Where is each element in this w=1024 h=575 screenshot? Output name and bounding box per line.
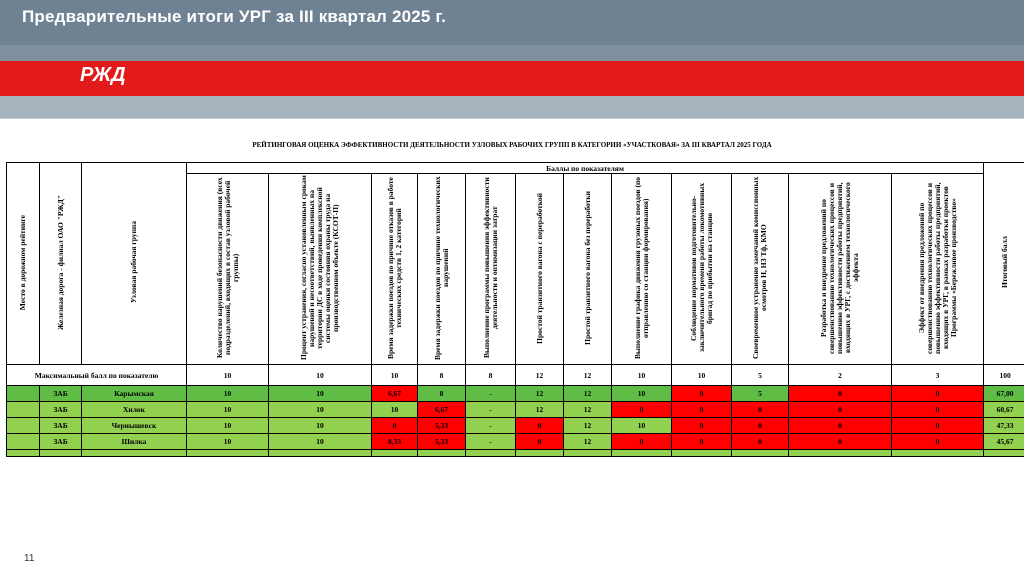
score-cell: 0 — [732, 434, 789, 450]
indicator-header-2: Процент устранения, согласно установленным срокам нарушений и несоответствий, выявленных на территории ДС в ходе проведения комплексной системы оценки состояния охраны труда на производственном объекте (КСОТ-П) — [269, 174, 372, 365]
score-cell: 0 — [672, 402, 732, 418]
indicator-header-3: Время задержки поездов по причине отказов в работе технических средств 1, 2 категорий — [372, 174, 418, 365]
score-cell: 0 — [732, 418, 789, 434]
score-cell: - — [466, 418, 516, 434]
railway-cell: ЗАБ — [40, 386, 82, 402]
page-title: Предварительные итоги УРГ за III квартал 2025 г. — [22, 7, 446, 27]
score-cell: 0 — [892, 418, 984, 434]
place-cell — [7, 434, 40, 450]
max-score-cell: 8 — [418, 365, 466, 386]
max-score-label: Максимальный балл по показателю — [7, 365, 187, 386]
score-cell: 0 — [516, 418, 564, 434]
railway-cell: ЗАБ — [40, 402, 82, 418]
score-cell: 10 — [269, 418, 372, 434]
score-cell: 0 — [672, 418, 732, 434]
group-cell: Карымская — [82, 386, 187, 402]
score-cell: 10 — [187, 402, 269, 418]
max-score-cell: 10 — [187, 365, 269, 386]
table-row — [7, 386, 1024, 402]
score-cell: 12 — [516, 386, 564, 402]
score-cell: 0 — [789, 386, 892, 402]
max-score-cell: 10 — [372, 365, 418, 386]
score-cell: 0 — [732, 402, 789, 418]
table-title: РЕЙТИНГОВАЯ ОЦЕНКА ЭФФЕКТИВНОСТИ ДЕЯТЕЛЬНОСТИ УЗЛОВЫХ РАБОЧИХ ГРУПП В КАТЕГОРИИ «УЧАСТКОВАЯ» ЗА III КВАРТАЛ 2025 ГОДА — [0, 141, 1024, 149]
score-cell: 0 — [789, 402, 892, 418]
rating-table — [6, 162, 1024, 457]
header-wave-decoration — [0, 45, 1024, 97]
place-cell — [7, 386, 40, 402]
score-cell: 10 — [612, 386, 672, 402]
railway-cell: ЗАБ — [40, 434, 82, 450]
max-score-cell: 12 — [564, 365, 612, 386]
score-cell: 10 — [269, 386, 372, 402]
indicator-header-12: Эффект от внедрения предложений по совершенствованию технологических процессов и повышению эффективности работы предприятий, входящих в УРГ, в рамках разработки проектов Программы «Бережливое производство» — [892, 174, 984, 365]
score-cell: 10 — [269, 402, 372, 418]
header-group: Узловая рабочая группа — [82, 163, 187, 365]
score-cell: - — [466, 402, 516, 418]
score-cell: 5,33 — [418, 418, 466, 434]
header-bar — [0, 0, 1024, 45]
score-cell: 12 — [564, 402, 612, 418]
indicator-header-5: Выполнение программы повышения эффективности деятельности и оптимизации затрат — [466, 174, 516, 365]
indicator-header-9: Соблюдение нормативов подготовительно-заключительного времени работы локомотивных бригад по прибытии на станцию — [672, 174, 732, 365]
score-cell: 5 — [732, 386, 789, 402]
score-cell: 0 — [892, 386, 984, 402]
max-score-cell: 10 — [672, 365, 732, 386]
max-total-cell: 100 — [984, 365, 1024, 386]
score-cell: 12 — [564, 434, 612, 450]
score-cell: - — [466, 434, 516, 450]
group-cell: Хилок — [82, 402, 187, 418]
score-cell: 12 — [564, 386, 612, 402]
score-cell: 10 — [187, 418, 269, 434]
max-score-cell: 3 — [892, 365, 984, 386]
total-cell: 67,00 — [984, 386, 1024, 402]
table-row — [7, 418, 1024, 434]
score-cell: 8 — [418, 386, 466, 402]
header-indicators-group: Баллы по показателям — [187, 163, 984, 174]
indicator-header-10: Своевременное устранение замечаний комиссионных осмотров Н, НЗ Тф, КМО — [732, 174, 789, 365]
table-row — [7, 402, 1024, 418]
score-cell: 0 — [516, 434, 564, 450]
score-cell: 6,67 — [372, 386, 418, 402]
score-cell: 10 — [187, 386, 269, 402]
score-cell: 8,33 — [372, 434, 418, 450]
score-cell: 0 — [789, 434, 892, 450]
header-place: Место в дорожном рейтинге — [7, 163, 40, 365]
score-cell: 12 — [564, 418, 612, 434]
max-score-row — [7, 365, 1024, 386]
score-cell: 0 — [372, 418, 418, 434]
score-cell: 0 — [612, 402, 672, 418]
header-under-band — [0, 96, 1024, 118]
max-score-cell: 8 — [466, 365, 516, 386]
total-cell: 45,67 — [984, 434, 1024, 450]
table-row — [7, 434, 1024, 450]
place-cell — [7, 402, 40, 418]
score-cell: 0 — [892, 434, 984, 450]
header-total: Итоговый балл — [984, 163, 1024, 365]
score-cell: 0 — [672, 434, 732, 450]
score-cell: 10 — [372, 402, 418, 418]
score-cell: 12 — [516, 402, 564, 418]
indicator-header-8: Выполнение графика движения грузовых поездов (по отправлению со станции формирования) — [612, 174, 672, 365]
data-rows — [7, 386, 1024, 450]
indicator-header-6: Простой транзитного вагона с переработкой — [516, 174, 564, 365]
indicator-header-4: Время задержки поездов по причине технологических нарушений — [418, 174, 466, 365]
total-cell: 60,67 — [984, 402, 1024, 418]
indicator-header-1: Количество нарушений безопасности движения (всех подразделений, входящих в состав узловой рабочей группы) — [187, 174, 269, 365]
place-cell — [7, 418, 40, 434]
score-cell: 6,67 — [418, 402, 466, 418]
score-cell: 0 — [892, 402, 984, 418]
max-score-cell: 10 — [269, 365, 372, 386]
railway-cell: ЗАБ — [40, 418, 82, 434]
total-cell: 47,33 — [984, 418, 1024, 434]
score-cell: 5,33 — [418, 434, 466, 450]
max-score-cell: 12 — [516, 365, 564, 386]
indicator-header-11: Разработка и внедрение предложений по совершенствованию технологических процессов и повышению эффективности работы предприятий, входящих в УРГ, с достижением технологического эффекта — [789, 174, 892, 365]
max-score-cell: 5 — [732, 365, 789, 386]
score-cell: 0 — [612, 434, 672, 450]
group-cell: Шилка — [82, 434, 187, 450]
score-cell: 10 — [612, 418, 672, 434]
rzd-logo: РЖД — [80, 64, 126, 87]
score-cell: 0 — [789, 418, 892, 434]
indicator-header-7: Простой транзитного вагона без переработки — [564, 174, 612, 365]
page-number: 11 — [24, 553, 34, 564]
score-cell: - — [466, 386, 516, 402]
score-cell: 10 — [269, 434, 372, 450]
max-score-cell: 2 — [789, 365, 892, 386]
score-cell: 0 — [672, 386, 732, 402]
max-score-cell: 10 — [612, 365, 672, 386]
score-cell: 10 — [187, 434, 269, 450]
header-railway: Железная дорога - филиал ОАО "РЖД" — [40, 163, 82, 365]
filler-row — [7, 450, 1024, 457]
group-cell: Чернышевск — [82, 418, 187, 434]
